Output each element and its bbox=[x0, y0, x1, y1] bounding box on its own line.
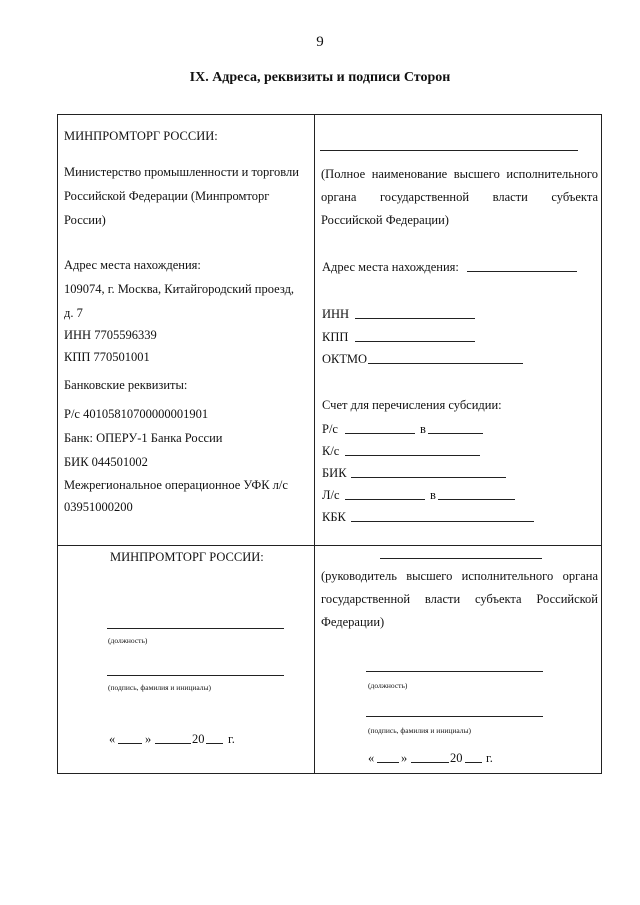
right-org-name-line-1: (Полное наименование высшего исполнительного bbox=[321, 167, 598, 181]
right-ks-label: К/с bbox=[322, 444, 340, 458]
sign-left-signature-caption: (подпись, фамилия и инициалы) bbox=[108, 683, 212, 692]
right-address-label: Адрес места нахождения: bbox=[322, 260, 459, 274]
right-ls-bank-label: в bbox=[430, 488, 436, 502]
right-kpp-label: КПП bbox=[322, 330, 349, 344]
right-ls-label: Л/с bbox=[322, 488, 340, 502]
right-ks-blank bbox=[345, 455, 480, 456]
sign-right-position-caption: (должность) bbox=[368, 681, 408, 690]
right-address-blank bbox=[467, 271, 577, 272]
sign-left-position-blank bbox=[107, 628, 284, 629]
sign-right-position-blank bbox=[366, 671, 543, 672]
left-address-line-1: 109074, г. Москва, Китайгородский проезд, bbox=[64, 282, 295, 296]
sign-right-heading-line-2: государственной власти субъекта Российской bbox=[321, 592, 598, 606]
left-ufk-line-1: Межрегиональное операционное УФК л/с bbox=[64, 478, 288, 492]
right-inn-label: ИНН bbox=[322, 307, 350, 321]
table-horizontal-divider bbox=[57, 545, 602, 546]
left-org-name-line-1: Министерство промышленности и торговли bbox=[64, 165, 299, 179]
right-oktmo-blank bbox=[368, 363, 523, 364]
sign-right-day-blank bbox=[377, 762, 399, 763]
right-inn-blank bbox=[355, 318, 475, 319]
right-rs-blank bbox=[345, 433, 415, 434]
right-org-name-blank bbox=[320, 150, 578, 151]
right-rs-label: Р/с bbox=[322, 422, 338, 436]
sign-right-date-close-quote: » bbox=[401, 751, 408, 765]
left-inn: ИНН 7705596339 bbox=[64, 328, 157, 342]
right-kpp-blank bbox=[355, 341, 475, 342]
left-org-name-line-3: России) bbox=[64, 213, 106, 227]
sign-left-signature-blank bbox=[107, 675, 284, 676]
sign-right-heading-line-3: Федерации) bbox=[321, 615, 385, 629]
right-org-name-line-2: органа государственной власти субъекта bbox=[321, 190, 598, 204]
sign-right-date-year: 20 bbox=[450, 751, 463, 765]
sign-right-signature-blank bbox=[366, 716, 543, 717]
sign-left-heading: МИНПРОМТОРГ РОССИИ: bbox=[110, 550, 264, 564]
left-ufk-line-2: 03951000200 bbox=[64, 500, 133, 514]
right-kbk-label: КБК bbox=[322, 510, 346, 524]
right-bik-label: БИК bbox=[322, 466, 347, 480]
right-rs-bank-blank bbox=[428, 433, 483, 434]
sign-left-date-year: 20 bbox=[192, 732, 205, 746]
right-ls-bank-blank bbox=[438, 499, 515, 500]
sign-left-month-blank bbox=[155, 743, 191, 744]
sign-right-year-blank bbox=[465, 762, 482, 763]
right-oktmo-label: ОКТМО bbox=[322, 352, 367, 366]
sign-left-day-blank bbox=[118, 743, 142, 744]
section-title: IX. Адреса, реквизиты и подписи Сторон bbox=[189, 70, 451, 85]
left-rs: Р/с 40105810700000001901 bbox=[64, 407, 209, 421]
sign-right-name-blank bbox=[380, 558, 542, 559]
sign-right-signature-caption: (подпись, фамилия и инициалы) bbox=[368, 726, 472, 735]
left-bik: БИК 044501002 bbox=[64, 455, 148, 469]
left-address-line-2: д. 7 bbox=[64, 306, 83, 320]
sign-left-position-caption: (должность) bbox=[108, 636, 148, 645]
sign-right-date-open-quote: « bbox=[368, 751, 375, 765]
sign-left-date-open-quote: « bbox=[109, 732, 116, 746]
left-bank-heading: Банковские реквизиты: bbox=[64, 378, 188, 392]
right-org-name-line-3: Российской Федерации) bbox=[321, 213, 449, 227]
left-bank: Банк: ОПЕРУ-1 Банка России bbox=[64, 431, 223, 445]
right-account-heading: Счет для перечисления субсидии: bbox=[322, 398, 502, 412]
left-address-label: Адрес места нахождения: bbox=[64, 258, 201, 272]
sign-right-heading-line-1: (руководитель высшего исполнительного органа bbox=[321, 569, 598, 583]
left-kpp: КПП 770501001 bbox=[64, 350, 150, 364]
sign-left-year-blank bbox=[206, 743, 223, 744]
right-kbk-blank bbox=[351, 521, 534, 522]
left-org-heading: МИНПРОМТОРГ РОССИИ: bbox=[64, 129, 218, 143]
sign-right-month-blank bbox=[411, 762, 449, 763]
left-org-name-line-2: Российской Федерации (Минпромторг bbox=[64, 189, 270, 203]
page-number: 9 bbox=[316, 34, 324, 50]
table-vertical-divider bbox=[314, 114, 315, 774]
sign-left-date-suffix: г. bbox=[228, 732, 235, 746]
sign-left-date-close-quote: » bbox=[145, 732, 152, 746]
sign-right-date-suffix: г. bbox=[486, 751, 493, 765]
right-bik-blank bbox=[351, 477, 506, 478]
right-rs-bank-label: в bbox=[420, 422, 426, 436]
right-ls-blank bbox=[345, 499, 425, 500]
